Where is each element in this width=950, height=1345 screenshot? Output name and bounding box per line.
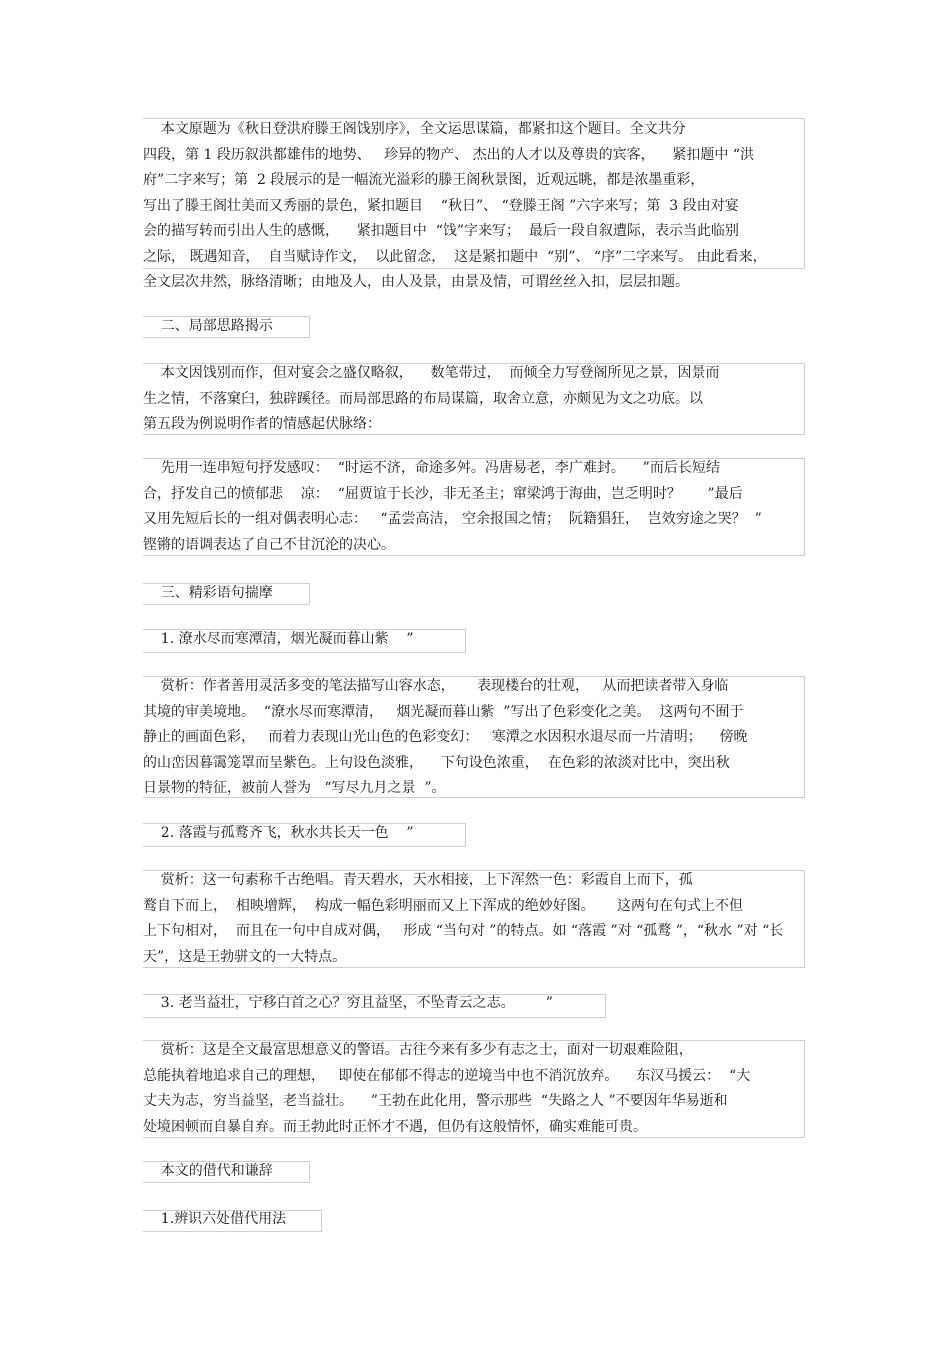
text-line: 生之情，不落窠臼，独辟蹊径。而局部思路的布局谋篇，取舍立意，亦颇见为文之功底。以	[143, 390, 703, 407]
paragraph-structure	[143, 361, 720, 438]
quote-text: 2. 落霞与孤鹜齐飞，秋水共长天一色 ”	[143, 825, 414, 841]
text-line: 处境困顿而自暴自弃。而王勃此时正怀才不遇，但仍有这般情怀，确实难能可贵。	[143, 1118, 647, 1135]
text-line: 先用一连串短句抒发感叹： “时运不济，命途多舛。冯唐易老，李广难封。 ”而后长短结	[143, 460, 720, 476]
text-line: 赏析：作者善用灵活多变的笔法描写山容水态， 表现楼台的壮观， 从而把读者带入身临	[143, 678, 729, 694]
text-line: 其境的审美境地。 “潦水尽而寒潭清， 烟光凝而暮山紫 ”写出了色彩变化之美。 这两句不囿于	[143, 703, 744, 720]
section-heading-2	[143, 313, 273, 339]
text-line: 第五段为例说明作者的情感起伏脉络：	[143, 416, 381, 432]
text-line: 铿锵的语调表达了自己不甘沉沦的决心。	[143, 536, 395, 553]
text-line: 全文层次井然，脉络清晰；由地及人，由人及景，由景及情，可谓丝丝入扣，层层扣题。	[143, 274, 689, 290]
text-line: 又用先短后长的一组对偶表明心志： “孟尝高洁， 空余报国之情； 阮籍猖狂， 岂效穷途之哭？ ”	[143, 511, 762, 527]
analysis-1	[143, 674, 748, 802]
heading-text: 三、精彩语句揣摩	[143, 585, 273, 601]
heading-text: 本文的借代和谦辞	[143, 1163, 273, 1179]
text-line: 写出了滕王阁壮美而又秀丽的景色，紧扣题目 “秋日”、 “登滕王阁 ”六字来写；第 3 段由对宴	[143, 197, 739, 214]
text-line: 合，抒发自己的愤郁悲 凉： “屈贾谊于长沙，非无圣主；窜梁鸿于海曲，岂乏明时？ ”最后	[143, 485, 743, 502]
text-line: 本文因饯别而作，但对宴会之盛仅略叙， 数笔带过， 而倾全力写登阁所见之景，因景而	[143, 365, 720, 381]
text-line: 会的描写转而引出人生的感慨， 紧扣题目中 “饯”字来写； 最后一段自叙遭际，表示当此临别	[143, 223, 739, 239]
heading-text: 二、局部思路揭示	[143, 318, 273, 334]
paragraph-emotion	[143, 456, 762, 558]
text-line: 赏析：这是全文最富思想意义的警语。古往今来有多少有志之士，面对一切艰难险阻，	[143, 1042, 693, 1058]
analysis-3	[143, 1038, 750, 1140]
analysis-2	[143, 868, 783, 970]
text-line: 之际， 既遇知音， 自当赋诗作文， 以此留念， 这是紧扣题中 “别”、 “序”二字来写。 由此看来，	[143, 248, 767, 265]
quote-item-2	[143, 821, 414, 847]
section-heading-3	[143, 580, 273, 606]
text-line: 日景物的特征，被前人誉为 “写尽九月之景 ”。	[143, 780, 446, 796]
text-line: 总能执着地追求自己的理想， 即使在郁郁不得志的逆境当中也不消沉放弃。 东汉马援云： “大	[143, 1067, 751, 1084]
quote-item-3	[143, 991, 553, 1017]
text-line: 本文原题为《秋日登洪府滕王阁饯别序》，全文运思谋篇，都紧扣这个题目。全文共分	[143, 121, 686, 137]
text-line: 赏析：这一句素称千古绝唱。青天碧水，天水相接，上下浑然一色：彩霞自上而下，孤	[143, 872, 693, 888]
list-item-1	[143, 1207, 286, 1233]
text-line: 鹜自下而上， 相映增辉， 构成一幅色彩明丽而又上下浑成的绝妙好图。 这两句在句式上不但	[143, 897, 744, 914]
text-line: 天”，这是王勃骈文的一大特点。	[143, 948, 347, 965]
text-line: 府”二字来写；第 2 段展示的是一幅流光溢彩的滕王阁秋景图，近观远眺，都是浓墨重彩，	[143, 172, 705, 188]
section-heading-4	[143, 1158, 273, 1184]
paragraph-intro	[143, 117, 767, 296]
text-line: 四段，第 1 段历叙洪都雄伟的地势、 珍异的物产、 杰出的人才以及尊贵的宾客， 紧扣题中 “洪	[143, 146, 755, 163]
text-line: 丈夫为志，穷当益坚，老当益壮。 ”王勃在此化用，警示那些 “失路之人 ”不要因年华易逝和	[143, 1093, 728, 1109]
text-line: 静止的画面色彩， 而着力表现山光山色的色彩变幻： 寒潭之水因积水退尽而一片清明； 傍晚	[143, 729, 748, 745]
text-line: 的山峦因暮霭笼罩而呈紫色。上句设色淡雅， 下句设色浓重， 在色彩的浓淡对比中，突出秋	[143, 754, 730, 771]
text-line: 上下句相对， 而且在一句中自成对偶， 形成 “当句对 ”的特点。如 “落霞 ”对 “孤鹜 ”，“秋水 ”对 “长	[143, 923, 784, 939]
quote-text: 3. 老当益壮，宁移白首之心？穷且益坚，不坠青云之志。 ”	[143, 995, 553, 1011]
quote-item-1	[143, 627, 414, 653]
list-item-text: 1.辨识六处借代用法	[143, 1211, 287, 1227]
quote-text: 1. 潦水尽而寒潭清，烟光凝而暮山紫 ”	[143, 631, 414, 647]
